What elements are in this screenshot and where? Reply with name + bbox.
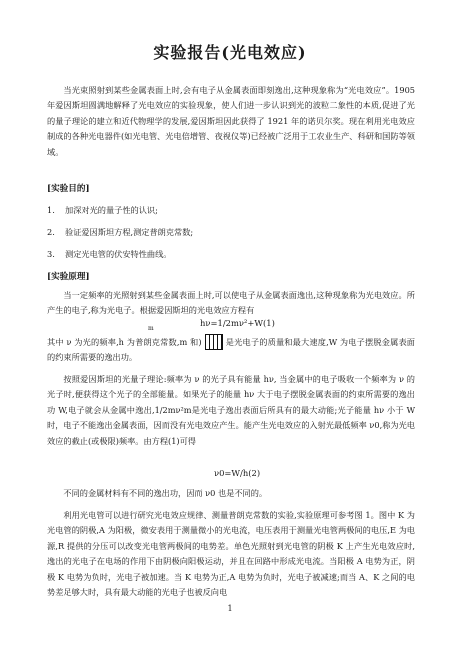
principle-paragraph-3: 按照爱因斯坦的光量子理论:频率为 ν 的光子具有能量 hν, 当金属中的电子吸收一个频率为 ν 的光子时,便获得这个光子的全部能量。如果光子的能量 hν 大于电子摆脱金属表面的约束所需要的逸出功 W,电子就会从金属中逸出,1/2mν²m是光电子逸出表面后所具有的最大动能;光子能量 hν 小于 W 时，电子不能逸出金属表面，因而没有光电效应产生。能产生光电效应的入射光最低频率 ν0,称为光电效应的截止(或极限)频率。由方程(1)可得 [47, 374, 415, 446]
page-title: 实验报告(光电效应) [153, 43, 307, 62]
purpose-item [47, 249, 171, 260]
principle-paragraph-5: 利用光电管可以进行研究光电效应规律、测量普朗克常数的实验,实验原理可参考图 1。图中 K 为光电管的阴极,A 为阳极，微安表用于测量微小的光电流，电压表用于测量光电管两极间的电压,E 为电源,R 提供的分压可以改变光电管两极间的电势差。单色光照射到光电管的阴极 K 上产生光电效应时,逸出的光电子在电场的作用下由阴极向阳极运动，并且在回路中形成光电流。当阳极 A 电势为正，阴极 K 电势为负时，光电子被加速。当 K 电势为正,A 电势为负时，光电子被减速;而当 A、K 之间的电势差足够大时，具有最大动能的光电子也被反向电 [47, 510, 415, 598]
purpose-item-number: 2. [47, 227, 55, 237]
principle-heading: [实验原理] [47, 272, 90, 282]
principle-paragraph-2 [47, 334, 415, 366]
grid-symbol-icon [205, 334, 223, 350]
paragraph-2-end: 是光电子的质量和最大速度,W 为电子摆脱金属表面的约束所需要的逸出功。 [47, 337, 415, 363]
principle-paragraph-4: 不同的金属材料有不同的逸出功，因而 ν0 也是不同的。 [63, 488, 268, 498]
small-m-symbol: m [148, 325, 154, 332]
purpose-item-number: 1. [47, 205, 55, 215]
cutoff-frequency-equation: ν0=W/h(2) [214, 468, 261, 478]
principle-paragraph-1: 当一定频率的光照射到某些金属表面上时,可以使电子从金属表面逸出,这种现象称为光电效应。所产生的电子,称为光电子。根据爱因斯坦的光电效应方程有 [47, 290, 415, 316]
purpose-item-text: 测定光电管的伏安特性曲线。 [65, 249, 172, 259]
purpose-heading: [实验目的] [47, 184, 90, 194]
einstein-equation: hν=1/2mν²+W(1) [200, 318, 275, 328]
purpose-item-number: 3. [47, 249, 55, 259]
page-number: 1 [227, 604, 233, 613]
purpose-item-text: 加深对光的量子性的认识; [65, 205, 158, 215]
intro-paragraph: 当光束照射到某些金属表面上时,会有电子从金属表面即刻逸出,这种现象称为“光电效应”。1905 年爱因斯坦圆满地解释了光电效应的实验现象，使人们进一步认识到光的波粒二象性的本质,促进了光的量子理论的建立和近代物理学的发展,爱因斯坦因此获得了 1921 年的诺贝尔奖。现在利用光电效应制成的各种光电器件(如光电管、光电倍增管、夜视仪等)已经被广泛用于工农业生产、科研和国防等领域。 [47, 85, 415, 157]
purpose-item [47, 205, 158, 216]
purpose-item-text: 验证爱因斯坦方程,测定普朗克常数; [65, 227, 194, 237]
purpose-item [47, 227, 193, 238]
paragraph-2-start: 其中 ν 为光的频率,h 为普朗克常数,m 和) [47, 337, 202, 347]
